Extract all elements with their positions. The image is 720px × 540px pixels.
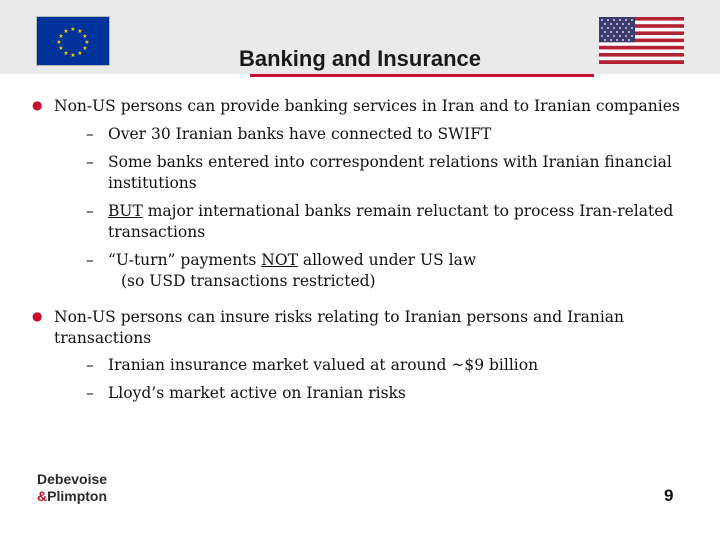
- svg-text:★: ★: [70, 52, 76, 59]
- sub-bullet-text: Iranian insurance market valued at around ~$9 billion: [108, 356, 539, 374]
- svg-text:★: ★: [77, 28, 83, 35]
- svg-text:★: ★: [58, 45, 64, 52]
- round-bullet-icon: ●: [32, 309, 43, 323]
- sub-bullet-dash: –: [86, 384, 94, 402]
- svg-text:★: ★: [84, 39, 90, 46]
- round-bullet-icon: ●: [32, 98, 43, 112]
- svg-text:★: ★: [56, 39, 62, 46]
- title-underline: [250, 74, 594, 77]
- sub-bullet-text-rest: major international banks remain reluctant to process Iran-related: [142, 202, 674, 220]
- svg-text:★: ★: [77, 50, 83, 57]
- sub-bullet-text-cont: transactions: [108, 223, 206, 241]
- svg-text:★: ★: [82, 33, 88, 40]
- sub-bullet-text-post: allowed under US law: [297, 251, 477, 269]
- sub-bullet-dash: –: [86, 251, 94, 269]
- sub-bullet-text: [108, 200, 673, 222]
- bullet-text-cont: transactions: [54, 329, 152, 347]
- svg-text:★: ★: [70, 26, 76, 33]
- logo-line-1: Debevoise: [37, 471, 108, 487]
- sub-bullet-text: Lloyd’s market active on Iranian risks: [108, 384, 406, 402]
- sub-bullet-text: [108, 249, 476, 271]
- sub-bullet-text-cont: (so USD transactions restricted): [121, 272, 376, 290]
- sub-bullet-dash: –: [86, 125, 94, 143]
- svg-text:★: ★: [58, 33, 64, 40]
- sub-bullet-dash: –: [86, 202, 94, 220]
- emphasis-text: NOT: [261, 251, 298, 269]
- page-title: Banking and Insurance: [238, 46, 482, 71]
- svg-text:★: ★: [63, 28, 69, 35]
- emphasis-text: BUT: [108, 202, 143, 220]
- sub-bullet-dash: –: [86, 153, 94, 171]
- logo-ampersand: &: [37, 488, 48, 504]
- sub-bullet-text: Over 30 Iranian banks have connected to SWIFT: [108, 125, 492, 143]
- sub-bullet-dash: –: [86, 356, 94, 374]
- svg-text:★: ★: [63, 50, 69, 57]
- firm-logo: [37, 471, 107, 505]
- logo-line-2-text: Plimpton: [47, 488, 108, 504]
- svg-text:★: ★: [82, 45, 88, 52]
- sub-bullet-text-cont: institutions: [108, 174, 197, 192]
- bullet-text: Non-US persons can provide banking services in Iran and to Iranian companies: [54, 97, 680, 115]
- sub-bullet-text: Some banks entered into correspondent relations with Iranian financial: [108, 153, 672, 171]
- bullet-text: Non-US persons can insure risks relating to Iranian persons and Iranian: [54, 308, 625, 326]
- logo-line-2: [37, 488, 107, 505]
- sub-bullet-text-pre: “U-turn” payments: [108, 251, 262, 269]
- page-number: 9: [664, 486, 674, 505]
